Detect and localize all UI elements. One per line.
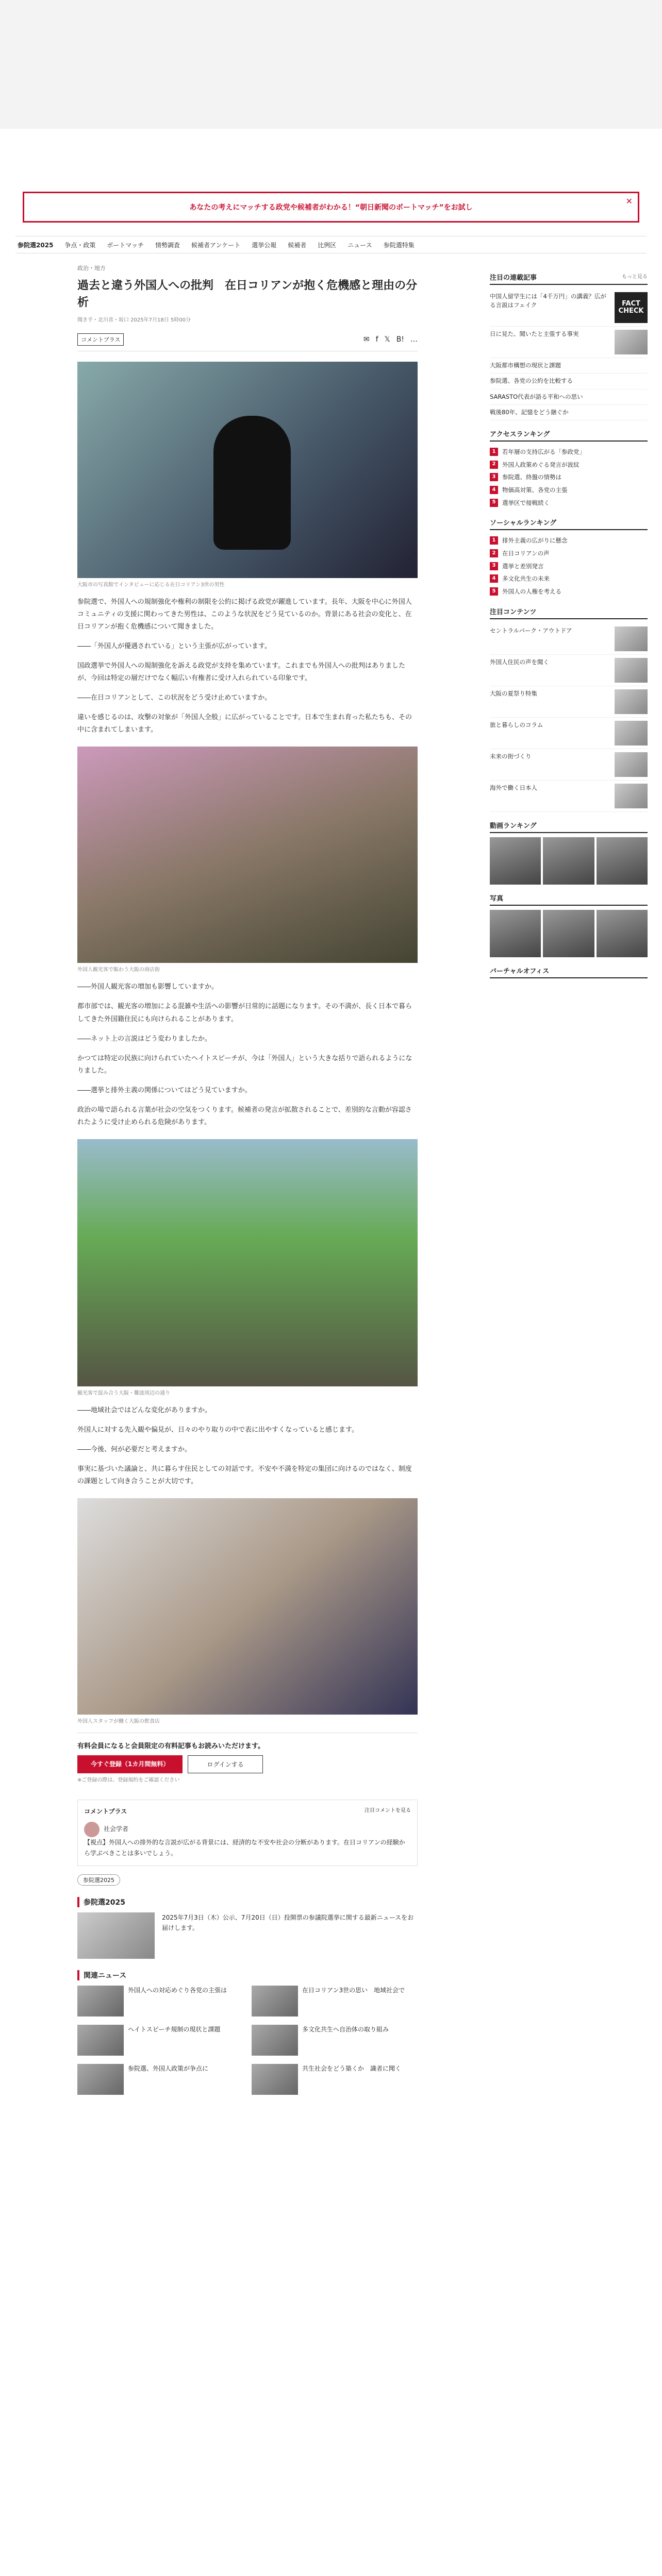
focus-label: 大阪の夏祭り特集 [490,689,537,697]
related-text: 2025年7月3日（木）公示、7月20日（日）投開票の参議院選挙に関する最新ニュースをお届けします。 [162,1913,414,1932]
sidebar-heading-label: 注目の連載記事 [490,274,537,282]
banner-text: あなたの考えにマッチする政党や候補者がわかる！“朝日新聞のボートマッチ”をお試し [189,204,473,212]
ranking-item[interactable]: 5 外国人の人権を考える [490,585,648,598]
byline: 聞き手・北川喜・坂口 2025年7月18日 5時00分 [77,317,191,323]
video-title: 動画ランキング [490,822,537,830]
focus-label: 海外で働く日本人 [490,784,537,791]
sidebar [490,264,648,982]
related-feature[interactable] [77,1912,418,1959]
ranking-label: 物価高対策、各党の主張 [502,486,568,494]
nav-item[interactable]: 参院選特集 [383,241,415,249]
sidebar-item[interactable] [490,289,648,327]
photo-caption: 外国人観光客で賑わう大阪の商店街 [77,967,160,973]
sidebar-item[interactable] [490,374,648,389]
paragraph: かつては特定の民族に向けられていたヘイトスピーチが、今は「外国人」という大きな括りで語られるようになりました。 [77,1054,412,1075]
more-link[interactable]: もっと見る [622,274,648,280]
question: ――今後、何が必要だと考えますか。 [77,1445,192,1453]
photo-caption: 外国人スタッフが働く大阪の飲食店 [77,1719,160,1725]
social-ranking-title: ソーシャルランキング [490,519,557,528]
nav-item[interactable]: 比例区 [318,241,337,249]
avatar [84,1822,100,1837]
paragraph: 事実に基づいた議論と、共に暮らす住民としての対話です。不安や不満を特定の集団に向けるのではなく、制度の課題として向き合うことが大切です。 [77,1465,412,1486]
list-item[interactable] [77,2064,243,2095]
sidebar-item-label: 中国人留学生には「4千万円」の講義？広がる言説はフェイク [490,293,606,309]
sidebar-item-label: 日に見た、聞いたと主張する事実 [490,330,579,337]
sidebar-item-label: 戦後80年、記憶をどう継ぐか [490,408,569,416]
nav-item[interactable]: 争点・政策 [64,241,96,249]
paywall [77,1733,418,1784]
comment-plus-title: コメントプラス [84,1808,127,1816]
sidebar-item[interactable] [490,389,648,405]
related-thumbnail [77,1912,155,1959]
list-item[interactable] [252,2025,418,2056]
facebook-icon[interactable]: f [375,335,378,344]
focus-heading [490,606,648,619]
ranking-label: 排外主義の広がりに懸念 [502,537,568,545]
ranking-item[interactable]: 1 若年層の支持広がる「参政党」 [490,446,648,459]
list-item-title: 共生社会をどう築くか 識者に聞く [302,2064,402,2072]
ranking-item[interactable]: 5 選挙区で接戦続く [490,497,648,510]
nav-item[interactable]: 情勢調査 [155,241,180,249]
virtual-office-title: バーチャルオフィス [490,967,550,975]
article [77,264,418,2095]
article-photo-3 [77,1139,418,1386]
paragraph: 違いを感じるのは、攻撃の対象が「外国人全般」に広がっていることです。日本で生まれ育った私たちも、その中に含まれてしまいます。 [77,714,412,734]
top-ad-space [0,0,662,129]
article-photo-4 [77,1498,418,1715]
ranking-item[interactable]: 4 物価高対策、各党の主張 [490,484,648,497]
ranking-label: 若年層の支持広がる「参政党」 [502,448,585,455]
bottom-heading: 関連ニュース [77,1970,418,1980]
ranking-label: 選挙区で接戦続く [502,499,550,506]
mail-icon[interactable]: ✉ [363,335,370,344]
question: ――在日コリアンとして、この状況をどう受け止めていますか。 [77,694,272,702]
nav-item[interactable]: 選挙公報 [252,241,277,249]
ranking-item[interactable]: 4 多文化共生の未来 [490,572,648,585]
ranking-item[interactable]: 1 排外主義の広がりに懸念 [490,534,648,547]
focus-item[interactable] [490,749,648,781]
sidebar-item-label: 参院選、各党の公約を比較する [490,377,573,385]
nav-item[interactable]: 候補者アンケート [191,241,241,249]
nav-item[interactable]: ニュース [347,241,372,249]
list-item-title: ヘイトスピーチ規制の現状と課題 [128,2025,221,2033]
question: ――ネット上の言説はどう変わりましたか。 [77,1035,212,1043]
paragraph: 都市部では、観光客の増加による混雑や生活への影響が日常的に話題になります。その不満が、長く日本で暮らしてきた外国籍住民にも向けられることがあります。 [77,1003,412,1023]
commenter-name: 社会学者 [104,1825,129,1833]
x-icon[interactable]: 𝕏 [384,335,390,344]
breadcrumb[interactable]: 政治・地方 [77,265,106,272]
comment-plus-box [77,1800,418,1866]
social-ranking-heading [490,517,648,530]
ranking-label: 在日コリアンの声 [502,550,550,557]
more-comments-link[interactable]: 注目コメントを見る [365,1808,411,1814]
paragraph: 国政選挙で外国人への規制強化を訴える政党が支持を集めています。これまでも外国人への批判はありましたが、今回は特定の層だけでなく幅広い有権者に受け入れられている印象です。 [77,662,405,683]
focus-item[interactable] [490,655,648,686]
ranking-label: 外国人政策めぐる発言が波紋 [502,461,580,468]
list-item-title: 参院選、外国人政策が争点に [128,2064,209,2072]
sidebar-item-label: SARASTO代表が語る平和への思い [490,393,583,400]
article-toolbar [77,328,418,351]
article-photo-1 [77,362,418,578]
photo-heading [490,893,648,906]
paragraph: 参院選で、外国人への規制強化や権利の制限を公約に掲げる政党が躍進しています。長年、大阪を中心に外国人コミュニティの支援に関わってきた男性は、このような状況をどう見ているのか。背景にある社会の変化と、在日コリアンが抱く危機感について聞きました。 [77,598,412,631]
virtual-office-heading [490,965,648,978]
video-ranking-heading [490,820,648,833]
focus-label: 未来の街づくり [490,752,532,760]
photo-caption: 大阪市の写真館でインタビューに応じる在日コリアン3世の男性 [77,582,225,588]
access-ranking-title: アクセスランキング [490,431,550,438]
comment-text: 【視点】外国人への排外的な言説が広がる背景には、経済的な不安や社会の分断があります。在日コリアンの経験から学ぶべきことは多いでしょう。 [84,1838,405,1857]
article-photo-2 [77,747,418,963]
sidebar-item-label: 大阪都市構想の現状と課題 [490,362,561,369]
focus-item[interactable] [490,718,648,749]
list-item-title: 外国人への対応めぐり各党の主張は [128,1986,227,1994]
list-item[interactable] [252,2064,418,2095]
ranking-item[interactable]: 2 外国人政策めぐる発言が波紋 [490,459,648,471]
vote-match-banner[interactable] [23,192,639,223]
focus-label: 旅と暮らしのコラム [490,721,543,728]
comment-plus-button[interactable]: コメントプラス [77,333,124,346]
access-ranking-heading [490,429,648,442]
article-title: 過去と違う外国人への批判 在日コリアンが抱く危機感と理由の分析 [77,279,418,309]
paragraph: 外国人に対する先入観や偏見が、日々のやり取りの中で表に出やすくなっていると感じます。 [77,1426,358,1434]
bookmark-icon[interactable]: B! [396,335,404,344]
ranking-item[interactable]: 3 選挙と差別発言 [490,560,648,573]
sidebar-item[interactable] [490,358,648,374]
question: ――外国人観光客の増加も影響していますか。 [77,983,219,991]
question: ――「外国人が優遇されている」という主張が広がっています。 [77,642,271,651]
paywall-heading: 有料会員になると会員限定の有料記事もお読みいただけます。 [77,1742,264,1751]
subscribe-button[interactable]: 今すぐ登録（1カ月間無料） [77,1755,183,1773]
tag[interactable]: 参院選2025 [77,1874,120,1886]
related-heading: 参院選2025 [77,1897,418,1907]
focus-label: 外国人住民の声を聞く [490,658,549,666]
photo-title: 写真 [490,894,504,903]
more-icon[interactable]: … [410,335,418,344]
sidebar-heading [490,272,648,285]
sidebar-item[interactable] [490,405,648,420]
sidebar-item[interactable] [490,327,648,358]
bottom-list [77,1986,418,2095]
login-button[interactable]: ログインする [188,1755,262,1773]
ranking-item[interactable]: 2 在日コリアンの声 [490,547,648,560]
ranking-label: 多文化共生の未来 [502,575,550,583]
paragraph: 政治の場で語られる言葉が社会の空気をつくります。候補者の発言が拡散されることで、差別的な言動が容認されたように受け止められる危険があります。 [77,1106,412,1126]
close-icon[interactable]: ✕ [625,196,633,206]
paywall-note: ※ご登録の際は、登録規約をご確認ください [77,1777,180,1784]
focus-title: 注目コンテンツ [490,608,537,616]
ranking-label: 選挙と差別発言 [502,562,544,570]
list-item[interactable] [252,1986,418,2016]
list-item-title: 在日コリアン3世の思い 地域社会で [302,1986,405,1994]
focus-label: セントラルパーク・アウトドア [490,626,572,634]
photo-caption: 観光客で混み合う大阪・難波周辺の通り [77,1390,170,1396]
nav-item[interactable]: 候補者 [288,241,307,249]
list-item[interactable] [77,2025,243,2056]
nav-item[interactable]: 参院選2025 [18,241,54,249]
ranking-label: 外国人の人権を考える [502,588,561,596]
ranking-item[interactable]: 3 参院選、終盤の情勢は [490,471,648,484]
focus-item[interactable] [490,686,648,718]
list-item-title: 多文化共生へ自治体の取り組み [302,2025,389,2033]
fact-check-badge: FACT CHECK [615,292,648,323]
list-item[interactable] [77,1986,243,2016]
question: ――地域社会ではどんな変化がありますか。 [77,1406,212,1414]
tag-list [77,1874,418,1886]
question: ――選挙と排外主義の関係についてはどう見ていますか。 [77,1086,252,1094]
nav-item[interactable]: ボートマッチ [107,241,144,249]
election-nav [15,236,647,253]
focus-item[interactable] [490,623,648,655]
ranking-label: 参院選、終盤の情勢は [502,473,561,481]
video-carousel[interactable] [490,837,648,885]
focus-item[interactable] [490,781,648,812]
photo-carousel[interactable] [490,910,648,957]
